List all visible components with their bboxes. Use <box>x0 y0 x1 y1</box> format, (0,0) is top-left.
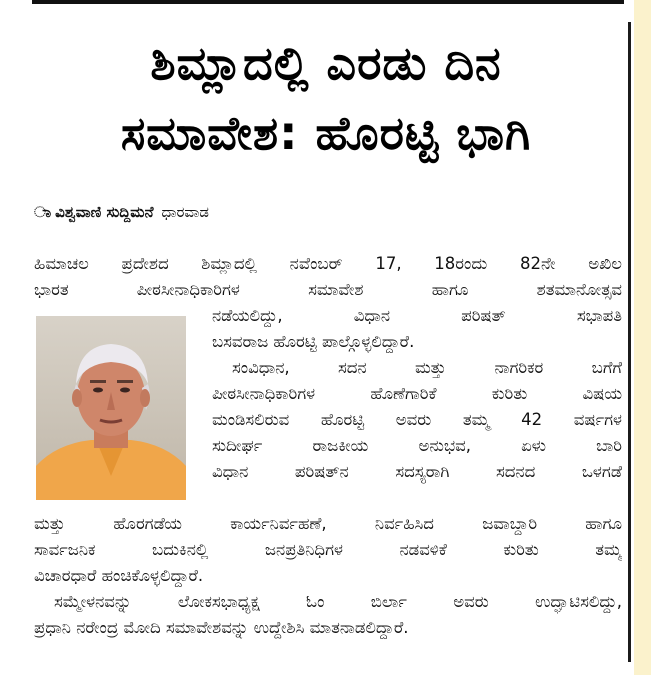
article-row: ಪ್ರಧಾನಿ ನರೇಂದ್ರ ಮೋದಿ ಸಮಾವೇಶವನ್ನು ಉದ್ದೇಶಿಸಿ ಮಾತನಾಡಲಿದ್ದಾರೆ. <box>34 618 409 637</box>
article-beside-photo <box>212 303 622 485</box>
article-row: ಸುದೀರ್ಘ ರಾಜಕೀಯ ಅನುಭವ, ಏಳು ಬಾರಿ <box>212 436 622 455</box>
byline-source: ವಿಶ್ವವಾಣಿ ಸುದ್ದಿಮನೆ <box>55 203 154 221</box>
top-rule <box>32 0 624 4</box>
byline-mark: ಾ <box>34 203 52 221</box>
article-intro <box>34 251 622 303</box>
column-rule <box>628 22 631 662</box>
page-edge <box>634 0 651 675</box>
article-row: ಮಂಡಿಸಲಿರುವ ಹೊರಟ್ಟಿ ಅವರು ತಮ್ಮ 42 ವರ್ಷಗಳ <box>212 410 622 429</box>
article-row: ಹಿಮಾಚಲ ಪ್ರದೇಶದ ಶಿಮ್ಲಾದಲ್ಲಿ ನವೆಂಬರ್ 17, 18ರಂದು 82ನೇ ಅಖಿಲ <box>34 254 622 273</box>
article-row: ಸಮ್ಮೇಳನವನ್ನು ಲೋಕಸಭಾಧ್ಯಕ್ಷ ಓಂ ಬಿರ್ಲಾ ಅವರು ಉದ್ಘಾಟಿಸಲಿದ್ದು, <box>54 592 622 611</box>
article-row: ವಿಧಾನ ಪರಿಷತ್‌ನ ಸದಸ್ಯರಾಗಿ ಸದನದ ಒಳಗಡೆ <box>212 462 622 481</box>
article-row: ಬಸವರಾಜ ಹೊರಟ್ಟಿ ಪಾಲ್ಗೊಳ್ಳಲಿದ್ದಾರೆ. <box>212 332 415 351</box>
article-row: ಮತ್ತು ಹೊರಗಡೆಯ ಕಾರ್ಯನಿರ್ವಹಣೆ, ನಿರ್ವಹಿಸಿದ ಜವಾಬ್ದಾರಿ ಹಾಗೂ <box>34 514 622 533</box>
article-closing <box>34 511 622 641</box>
article-row: ಸಂವಿಧಾನ, ಸದನ ಮತ್ತು ನಾಗರಿಕರ ಬಗೆಗೆ <box>232 358 622 377</box>
byline-place: ಧಾರವಾಡ <box>161 203 209 221</box>
portrait-photo <box>36 316 186 500</box>
byline <box>34 200 209 224</box>
headline-line-1: ಶಿಮ್ಲಾದಲ್ಲಿ ಎರಡು ದಿನ <box>150 36 502 90</box>
article-row: ವಿಚಾರಧಾರೆ ಹಂಚಿಕೊಳ್ಳಲಿದ್ದಾರೆ. <box>34 566 204 585</box>
article-row: ಸಾರ್ವಜನಿಕ ಬದುಕಿನಲ್ಲಿ ಜನಪ್ರತಿನಿಧಿಗಳ ನಡವಳಿಕೆ ಕುರಿತು ತಮ್ಮ <box>34 540 622 559</box>
headline-line-2: ಸಮಾವೇಶ: ಹೊರಟ್ಟಿ ಭಾಗಿ <box>120 106 532 160</box>
headline <box>30 28 622 168</box>
article-row: ನಡೆಯಲಿದ್ದು, ವಿಧಾನ ಪರಿಷತ್ ಸಭಾಪತಿ <box>212 306 622 325</box>
article-row: ಪೀಠಸೀನಾಧಿಕಾರಿಗಳ ಹೊಣೆಗಾರಿಕೆ ಕುರಿತು ವಿಷಯ <box>212 384 622 403</box>
article-row: ಭಾರತ ಪೀಠಸೀನಾಧಿಕಾರಿಗಳ ಸಮಾವೇಶ ಹಾಗೂ ಶತಮಾನೋತ್ಸವ <box>34 280 622 299</box>
